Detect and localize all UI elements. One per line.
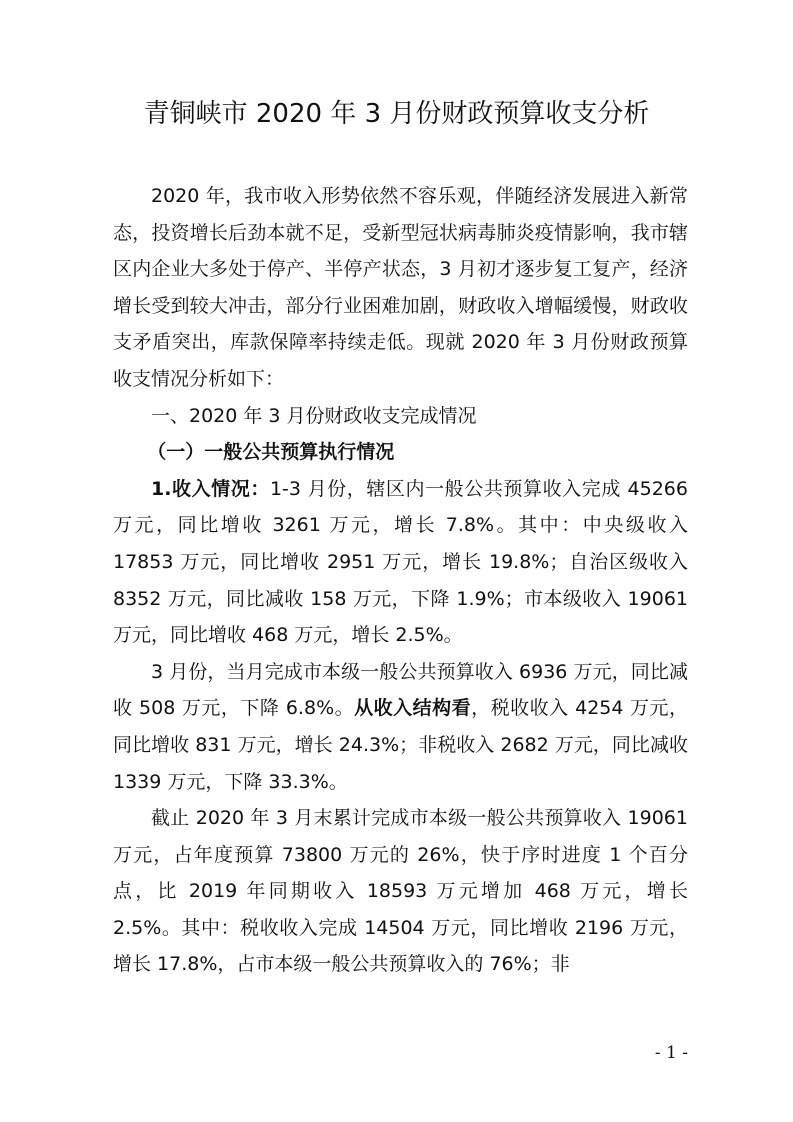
cumulative-income-paragraph: 截止 2020 年 3 月末累计完成市本级一般公共预算收入 19061 万元，占年度预算 73800 万元的 26%，快于序时进度 1 个百分点，比 2019 年同期收入 18593 万元增加 468 万元，增长 2.5%。其中：税收收入完成 14504 万元，同比增收 2196 万元，增长 17.8%，占市本级一般公共预算收入的 76%；非	[113, 807, 688, 976]
march-income-text-a: 3 月份，当月完成市本级一般公共预算收入 6936 万元，同比减收 508 万元，下降 6.8%。	[113, 660, 688, 720]
subsection-heading-1: （一）一般公共预算执行情况	[147, 441, 395, 464]
intro-paragraph: 2020 年，我市收入形势依然不容乐观，伴随经济发展进入新常态，投资增长后劲本就不足，受新型冠状病毒肺炎疫情影响，我市辖区内企业大多处于停产、半停产状态，3 月初才逐步复工复产，经济增长受到较大冲击，部分行业困难加剧，财政收入增幅缓慢，财政收支矛盾突出，库款保障率持续走低。现就 2020 年 3 月份财政预算收支情况分析如下：	[113, 185, 688, 390]
income-paragraph	[113, 471, 688, 654]
march-income-text-b: ，税收收入 4254 万元，同比增收 831 万元，增长 24.3%；非税收入 2682 万元，同比减收 1339 万元，下降 33.3%。	[113, 697, 688, 793]
document-body	[113, 178, 688, 983]
section-heading-1: 一、2020 年 3 月份财政收支完成情况	[151, 404, 477, 427]
document-title: 青铜峡市 2020 年 3 月份财政预算收支分析	[143, 99, 650, 129]
march-income-paragraph	[113, 654, 688, 800]
income-text: 1-3 月份，辖区内一般公共预算收入完成 45266 万元，同比增收 3261 万元，增长 7.8%。其中：中央级收入 17853 万元，同比增收 2951 万元，增长 19.8%；自治区级收入 8352 万元，同比减收 158 万元，下降 1.9%；市本级收入 19061 万元，同比增收 468 万元，增长 2.5%。	[113, 477, 688, 647]
income-label: 1.收入情况：	[151, 477, 270, 500]
income-structure-label: 从收入结构看	[354, 697, 472, 720]
page-number: - 1 -	[654, 1043, 688, 1063]
